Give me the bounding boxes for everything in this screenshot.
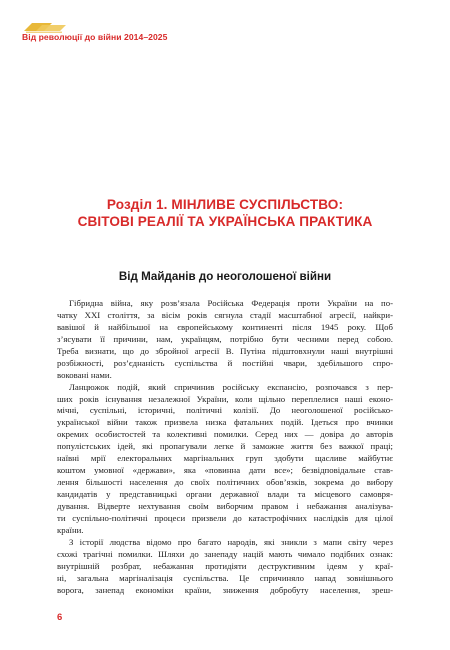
text-line: розбіжності, роз’єднаність суспільства й постійні чвари, здебільшого спро- xyxy=(57,357,393,368)
text-line: Гібридна війна, яку розв’язала Російська Федерація проти України на по- xyxy=(69,298,393,308)
chapter-title-line-1: Розділ 1. МІНЛИВЕ СУСПІЛЬСТВО: xyxy=(106,197,344,212)
text-line: чатку XXI століття, за вісім років сягнула стадії масштабної агресії, найкри- xyxy=(57,309,393,320)
text-line: ворога, занепад економіки країни, зниження добробуту населення, зреш- xyxy=(57,584,393,595)
page-header xyxy=(22,20,302,44)
text-line: ших років існування незалежної України, коли щільно переплелися наші еконо- xyxy=(57,393,393,404)
paragraph-1 xyxy=(57,298,393,382)
text-line: лення більшості населення до своїх політичних обов’язків, зокрема до вибору xyxy=(57,477,393,488)
text-line: кандидатів у представницькі органи державної влади та місцевого самовря- xyxy=(57,489,393,499)
chapter-title-line-2: СВІТОВІ РЕАЛІЇ ТА УКРАЇНСЬКА ПРАКТИКА xyxy=(77,214,373,229)
text-line: ти суспільно-політичні процеси призвели до катастрофічних наслідків для цілої xyxy=(57,512,393,523)
text-line: з’ясувати її причини, нам, українцям, потрібно бути чесними перед собою. xyxy=(57,333,393,344)
text-line: вокованi нами. xyxy=(57,369,112,380)
section-title: Від Майданів до неоголошеної війни xyxy=(118,270,332,283)
paragraph-3 xyxy=(57,537,393,597)
paragraph-2 xyxy=(57,382,393,537)
text-line: З історії людства відомо про багато народів, які зникли з мапи світу через xyxy=(69,536,393,547)
text-line: мічні, суспільні, історичні, політичні колізії. До неоголошеної російсько- xyxy=(57,405,393,416)
text-line: української війни також призвела низка фатальних подій. Ідеться про вчинки xyxy=(57,417,393,428)
text-line: наївні мрії електоральних маргінальних груп здобути щасливе майбутнє xyxy=(57,453,393,464)
chapter-title xyxy=(40,196,410,230)
text-line: Треба визнати, що до збройної агресії В. Путіна підштовхнули наші внутрішні xyxy=(57,345,393,356)
text-line: Ланцюжок подій, який спричинив російську експансію, розпочався з пер- xyxy=(69,381,393,392)
text-line: країни. xyxy=(57,524,84,535)
text-line: схожі трагічні помилки. Шляхи до занепаду націй мають чимало подібних ознак: xyxy=(57,548,393,559)
text-line: вавішої й найбільшої на європейському континенті після 1945 року. Щоб xyxy=(57,321,393,332)
running-head: Від революції до війни 2014–2025 xyxy=(22,32,168,42)
text-line: популістських ідей, які пропагували легке й заможне життя без важкої праці; xyxy=(57,441,393,452)
page-number: 6 xyxy=(57,612,63,623)
text-line: дування. Відверте нехтування своїм виборчим правом і небажання аналізува- xyxy=(57,500,393,511)
text-line: внутрішній розбрат, небажання протидіяти деструктивним ідеям у краї- xyxy=(57,560,393,571)
text-line: коштом умовної «держави», яка «повинна дати все»; безвідповідальне став- xyxy=(57,465,393,476)
body-text xyxy=(57,298,393,596)
text-line: ні, загальна маргіналізація суспільства. Це спричиняло напад зовнішнього xyxy=(57,572,393,583)
text-line: окремих особистостей та колективні помилки. Серед них — довіра до авторів xyxy=(57,429,393,440)
